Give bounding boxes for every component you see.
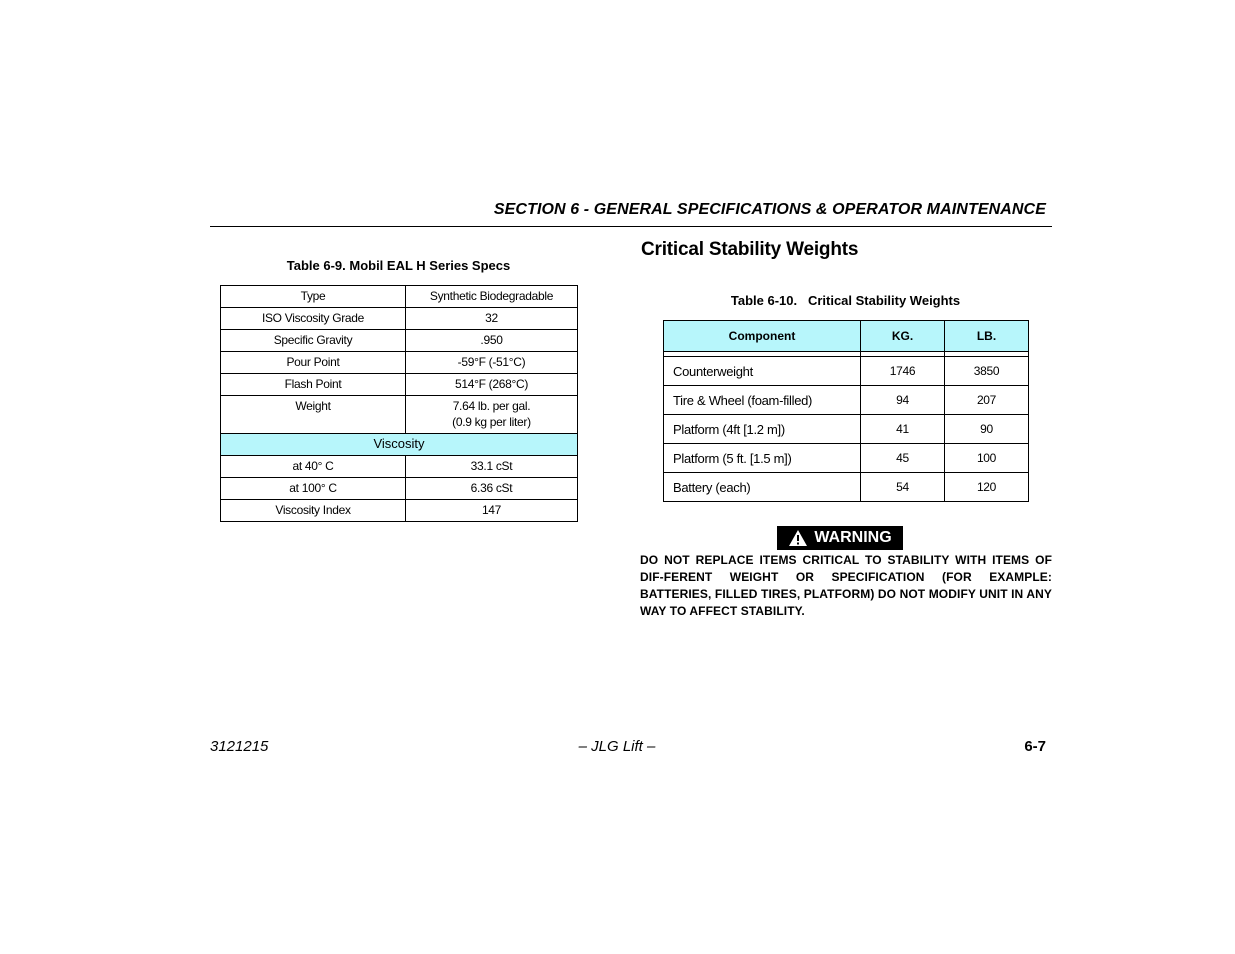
table-row (221, 308, 578, 330)
weight-line-2: (0.9 kg per liter) (452, 415, 531, 429)
table-row (664, 386, 1029, 415)
weight-kg: 94 (861, 386, 945, 415)
table-row (221, 286, 578, 308)
spec-value: 33.1 cSt (406, 456, 578, 478)
spec-label: Type (221, 286, 406, 308)
warning-label: WARNING (814, 529, 892, 546)
specs-table (220, 285, 578, 522)
footer-brand: – JLG Lift – (578, 738, 656, 755)
weight-lb: 100 (945, 444, 1029, 473)
component-name: Platform (4ft [1.2 m]) (664, 415, 861, 444)
table-row (221, 352, 578, 374)
spec-label: Viscosity Index (221, 500, 406, 522)
weight-lb: 90 (945, 415, 1029, 444)
spec-value: 147 (406, 500, 578, 522)
header-rule (210, 226, 1052, 227)
weights-table (663, 320, 1029, 502)
spec-label: at 40° C (221, 456, 406, 478)
weight-kg: 41 (861, 415, 945, 444)
warning-badge (777, 526, 903, 550)
section-header: SECTION 6 - GENERAL SPECIFICATIONS & OPERATOR MAINTENANCE (493, 201, 1046, 218)
spec-label: ISO Viscosity Grade (221, 308, 406, 330)
warning-text: DO NOT REPLACE ITEMS CRITICAL TO STABILITY WITH ITEMS OF DIF-FERENT WEIGHT OR SPECIFICATION (FOR EXAMPLE: BATTERIES, FILLED TIRES, PLATFORM) DO NOT MODIFY UNIT IN ANY WAY TO AFFECT STABILITY. (640, 553, 1052, 618)
spec-value (406, 396, 578, 434)
table-row (221, 396, 578, 434)
spec-label: Weight (221, 396, 406, 434)
specs-table-caption: Table 6-9. Mobil EAL H Series Specs (286, 258, 511, 273)
table-row (664, 357, 1029, 386)
component-name: Tire & Wheel (foam-filled) (664, 386, 861, 415)
viscosity-header-row (221, 434, 578, 456)
page-number: 6-7 (1024, 738, 1046, 755)
table-row (221, 374, 578, 396)
spec-value: -59°F (-51°C) (406, 352, 578, 374)
component-name: Counterweight (664, 357, 861, 386)
weight-kg: 45 (861, 444, 945, 473)
component-name: Platform (5 ft. [1.5 m]) (664, 444, 861, 473)
spec-label: Pour Point (221, 352, 406, 374)
section-heading: Critical Stability Weights (641, 239, 859, 260)
table-row (221, 330, 578, 352)
weight-kg: 1746 (861, 357, 945, 386)
viscosity-header: Viscosity (221, 434, 578, 456)
table-row (221, 456, 578, 478)
spec-value: Synthetic Biodegradable (406, 286, 578, 308)
spec-label: at 100° C (221, 478, 406, 500)
weight-lb: 3850 (945, 357, 1029, 386)
component-name: Battery (each) (664, 473, 861, 502)
weight-line-1: 7.64 lb. per gal. (452, 399, 531, 413)
table-row (221, 500, 578, 522)
weight-lb: 207 (945, 386, 1029, 415)
table-header-row (664, 321, 1029, 352)
spec-value: 6.36 cSt (406, 478, 578, 500)
spec-label: Specific Gravity (221, 330, 406, 352)
weight-lb: 120 (945, 473, 1029, 502)
table-row (664, 444, 1029, 473)
column-header-kg: KG. (861, 321, 945, 352)
weight-kg: 54 (861, 473, 945, 502)
table-row (664, 415, 1029, 444)
weights-table-caption: Table 6-10. Critical Stability Weights (730, 293, 961, 308)
warning-triangle-icon (788, 529, 808, 547)
column-header-component: Component (664, 321, 861, 352)
column-header-lb: LB. (945, 321, 1029, 352)
spec-value: .950 (406, 330, 578, 352)
spec-label: Flash Point (221, 374, 406, 396)
table-row (221, 478, 578, 500)
spec-value: 32 (406, 308, 578, 330)
table-row (664, 473, 1029, 502)
spec-value: 514°F (268°C) (406, 374, 578, 396)
doc-number: 3121215 (210, 738, 269, 755)
